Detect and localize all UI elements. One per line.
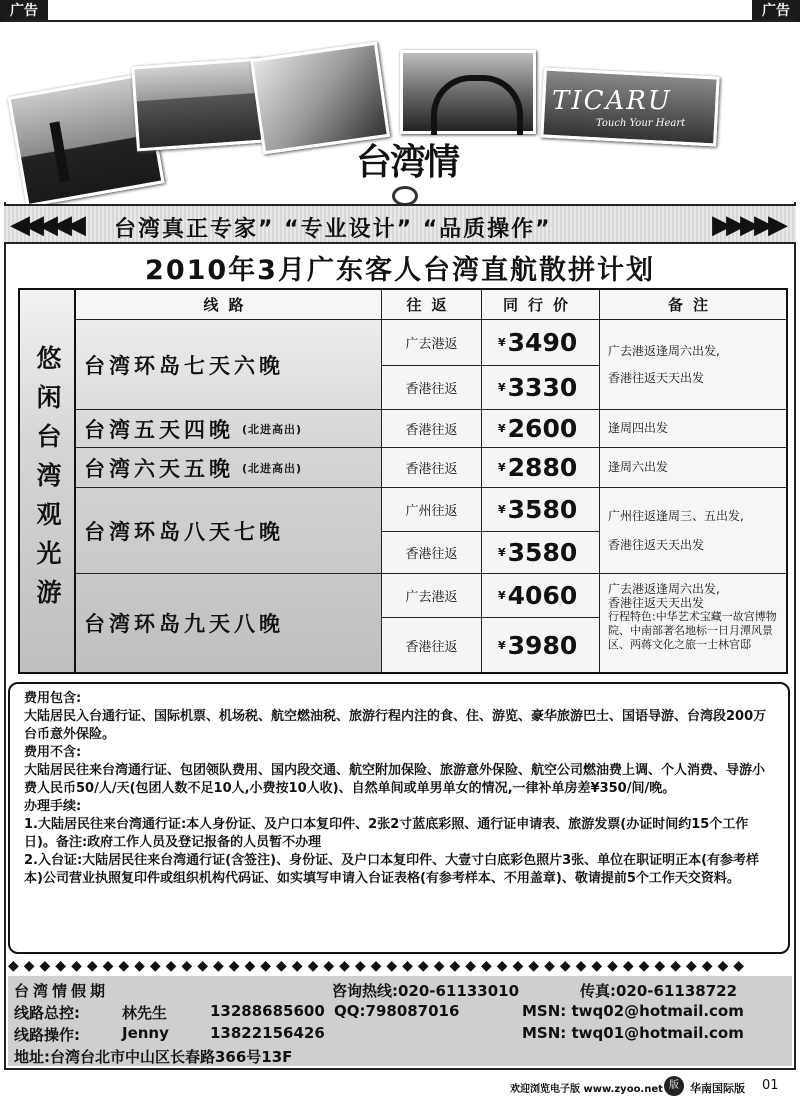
plan-title: 2010年3月广东客人台湾直航散拼计划 bbox=[145, 255, 655, 286]
currency-symbol: ¥ bbox=[498, 381, 506, 394]
msn-1: MSN: twq02@hotmail.com bbox=[522, 1002, 744, 1020]
departure-cell: 香港往返 bbox=[382, 618, 482, 672]
itinerary-table bbox=[18, 288, 788, 674]
note-line: 香港往返天天出发 bbox=[608, 596, 705, 610]
header-route: 线路 bbox=[76, 290, 382, 320]
price-cell bbox=[482, 320, 600, 366]
excluded-title: 费用不含: bbox=[24, 745, 82, 760]
photo-palace-museum bbox=[131, 58, 267, 152]
included-text: 大陆居民入台通行证、国际机票、机场税、航空燃油税、旅游行程内注的食、住、游览、豪华旅游巴士、国语导游、台湾段200万台币意外保险。 bbox=[24, 709, 767, 742]
price-value: 3490 bbox=[507, 328, 578, 357]
qq-number: QQ:798087016 bbox=[334, 1002, 460, 1020]
price-value: 2600 bbox=[507, 414, 578, 443]
price-cell bbox=[482, 448, 600, 488]
included-title: 费用包含: bbox=[24, 691, 82, 706]
note-line: 广去港返逢周六出发, bbox=[608, 582, 720, 596]
currency-symbol: ¥ bbox=[498, 503, 506, 516]
publication-badge-icon: 版 bbox=[664, 1076, 684, 1096]
route-name: 台湾环岛七天六晚 bbox=[84, 353, 284, 378]
header-departure: 往返 bbox=[382, 290, 482, 320]
note-line: 香港往返天天出发 bbox=[608, 537, 705, 552]
manager-label: 线路总控: bbox=[14, 1004, 80, 1022]
footer-website: 欢迎浏览电子版 www.zyoo.net bbox=[510, 1084, 663, 1095]
note-line: 广去港返逢周六出发, bbox=[608, 343, 720, 358]
manager-name: 林先生 bbox=[122, 1004, 168, 1022]
operator-phone: 13822156426 bbox=[210, 1024, 325, 1042]
brand-script-logo: TICARU bbox=[552, 86, 672, 116]
price-value: 2880 bbox=[507, 453, 578, 482]
note-line: 逢周六出发 bbox=[608, 460, 669, 474]
route-name: 台湾五天四晚 bbox=[84, 417, 234, 442]
msn-2: MSN: twq01@hotmail.com bbox=[522, 1024, 744, 1042]
ad-label-right: 广告 bbox=[752, 0, 800, 22]
header-price: 同行价 bbox=[482, 290, 600, 320]
contact-panel bbox=[8, 976, 792, 1066]
price-value: 3580 bbox=[507, 495, 578, 524]
side-label-text: 悠闲台湾观光游 bbox=[33, 344, 62, 618]
route-row bbox=[76, 320, 382, 410]
route-name: 台湾环岛九天八晚 bbox=[84, 612, 284, 636]
slogan-bar bbox=[4, 204, 796, 244]
departure-cell: 广州往返 bbox=[382, 488, 482, 532]
photo-memorial-gate bbox=[400, 50, 536, 134]
price-value: 3580 bbox=[507, 538, 578, 567]
company-name: 台湾情假期 bbox=[14, 982, 110, 1000]
price-value: 3330 bbox=[507, 373, 578, 402]
route-row bbox=[76, 410, 382, 448]
diamond-divider: ◆◆◆◆◆◆◆◆◆◆◆◆◆◆◆◆◆◆◆◆◆◆◆◆◆◆◆◆◆◆◆◆◆◆◆◆◆◆◆◆◆◆◆◆◆◆◆ bbox=[8, 958, 750, 974]
publication-name: 华南国际版 bbox=[690, 1082, 745, 1095]
route-tag: (北进高出) bbox=[242, 461, 303, 475]
ad-label-left: 广告 bbox=[0, 0, 48, 22]
page-number: 01 bbox=[762, 1078, 779, 1093]
route-row bbox=[76, 448, 382, 488]
operator-label: 线路操作: bbox=[14, 1026, 80, 1044]
arrow-right-icons: ▶▶▶▶▶ bbox=[712, 210, 782, 240]
note-cell bbox=[600, 448, 786, 488]
currency-symbol: ¥ bbox=[498, 422, 506, 435]
price-cell bbox=[482, 410, 600, 448]
note-feature: 行程特色:中华艺术宝藏一故宫博物院、中南部著名地标一日月潭风景区、两蒋文化之旅一士林官邸 bbox=[608, 610, 777, 651]
brand-main-logo: 台湾情 bbox=[356, 141, 459, 183]
brand-tagline: Touch Your Heart bbox=[596, 118, 686, 129]
hotline: 咨询热线:020-61133010 bbox=[332, 982, 520, 1000]
price-cell bbox=[482, 618, 600, 672]
address: 地址:台湾台北市中山区长春路366号13F bbox=[14, 1048, 293, 1066]
currency-symbol: ¥ bbox=[498, 461, 506, 474]
manager-phone: 13288685600 bbox=[210, 1002, 325, 1020]
currency-symbol: ¥ bbox=[498, 546, 506, 559]
procedure-step-2: 2.入台证:大陆居民往来台湾通行证(含签注)、身份证、及户口本复印件、大壹寸白底彩色照片3张、单位在职证明正本(有参考样本)公司营业执照复印件或组织机构代码证、如实填写申请入台证表格(有参考样本、不用盖章)、敬请提前5个工作天交资料。 bbox=[24, 853, 760, 886]
departure-cell: 广去港返 bbox=[382, 320, 482, 366]
arrow-left-icons: ◀◀◀◀◀ bbox=[10, 210, 80, 240]
operator-name: Jenny bbox=[122, 1024, 169, 1042]
table-side-label bbox=[20, 290, 76, 672]
departure-cell: 香港往返 bbox=[382, 448, 482, 488]
route-row bbox=[76, 574, 382, 672]
note-line: 广州往返逢周三、五出发, bbox=[608, 508, 744, 523]
note-line: 逢周四出发 bbox=[608, 421, 669, 435]
note-cell bbox=[600, 488, 786, 574]
procedure-step-1: 1.大陆居民往来台湾通行证:本人身份证、及户口本复印件、2张2寸蓝底彩照、通行证申请表、旅游发票(办证时间约15个工作日)。备注:政府工作人员及登记报备的人员暂不办理 bbox=[24, 817, 749, 850]
note-cell bbox=[600, 574, 786, 672]
route-row bbox=[76, 488, 382, 574]
departure-cell: 广去港返 bbox=[382, 574, 482, 618]
price-value: 3980 bbox=[507, 630, 578, 660]
note-line: 香港往返天天出发 bbox=[608, 370, 705, 385]
route-name: 台湾环岛八天七晚 bbox=[84, 519, 284, 544]
price-cell bbox=[482, 574, 600, 618]
procedure-title: 办理手续: bbox=[24, 799, 82, 814]
departure-cell: 香港往返 bbox=[382, 410, 482, 448]
fee-info-box bbox=[8, 682, 790, 954]
price-value: 4060 bbox=[507, 581, 578, 610]
currency-symbol: ¥ bbox=[498, 336, 506, 349]
route-name: 台湾六天五晚 bbox=[84, 456, 234, 481]
currency-symbol: ¥ bbox=[498, 589, 506, 602]
header-note: 备注 bbox=[600, 290, 786, 320]
fax: 传真:020-61138722 bbox=[580, 982, 738, 1000]
banner bbox=[4, 22, 796, 202]
brand-emblem-icon bbox=[392, 186, 418, 206]
note-cell bbox=[600, 320, 786, 410]
departure-cell: 香港往返 bbox=[382, 532, 482, 574]
price-cell bbox=[482, 488, 600, 532]
price-cell bbox=[482, 366, 600, 410]
excluded-text: 大陆居民往来台湾通行证、包团领队费用、国内段交通、航空附加保险、旅游意外保险、航空公司燃油费上调、个人消费、导游小费人民币50/人/天(包团人数不足10人,小费按10人收)、自然单间或单男单女的情况,一律补单房差¥350/间/晚。 bbox=[24, 763, 766, 796]
slogan-text: 台湾真正专家” “专业设计” “品质操作” bbox=[114, 217, 552, 242]
price-cell bbox=[482, 532, 600, 574]
currency-symbol: ¥ bbox=[498, 638, 506, 652]
route-tag: (北进高出) bbox=[242, 422, 303, 436]
note-cell bbox=[600, 410, 786, 448]
page-footer bbox=[0, 1076, 800, 1098]
departure-cell: 香港往返 bbox=[382, 366, 482, 410]
